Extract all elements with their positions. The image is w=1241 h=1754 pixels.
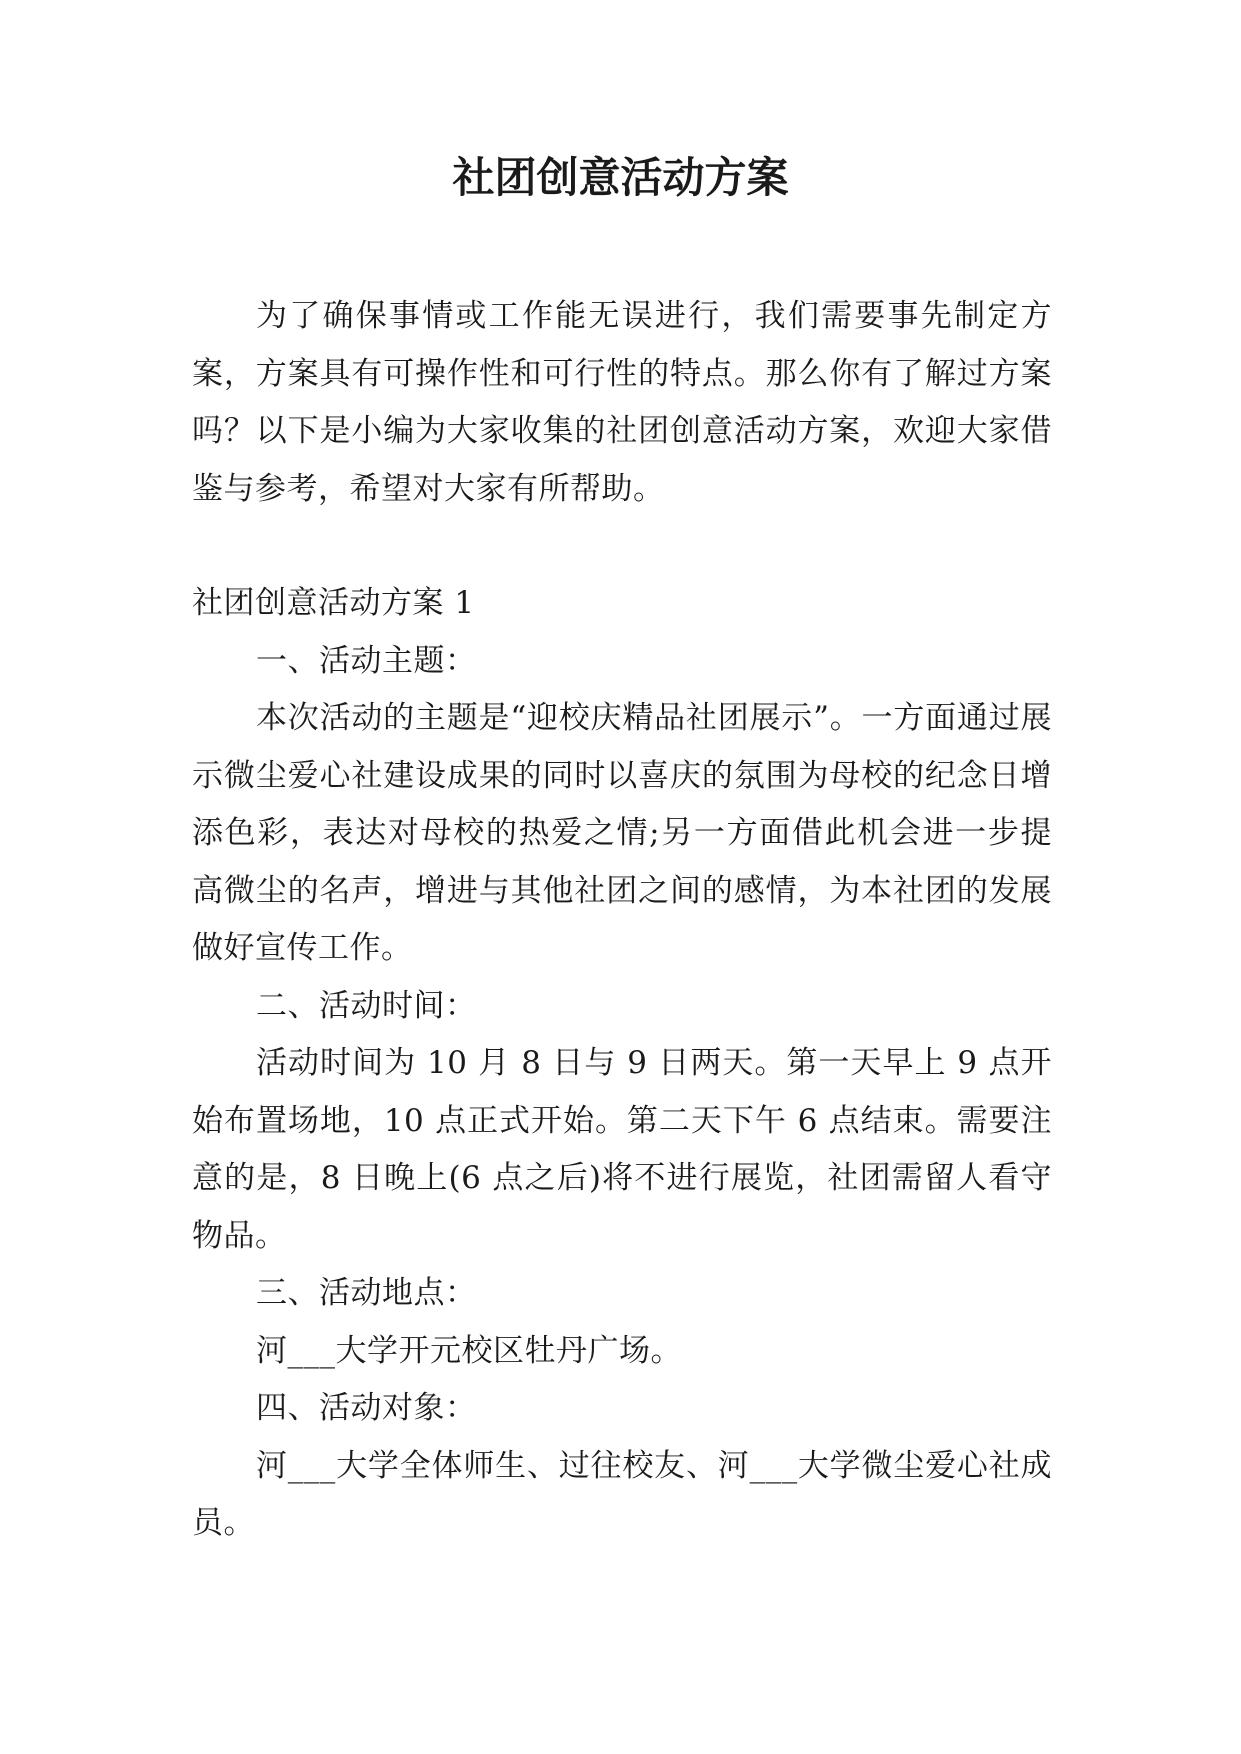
paragraph-theme: 本次活动的主题是“迎校庆精品社团展示”。一方面通过展示微尘爱心社建设成果的同时以喜庆的氛围为母校的纪念日增添色彩，表达对母校的热爱之情;另一方面借此机会进一步提高微尘的名声，增进与其他社团之间的感情，为本社团的发展做好宣传工作。 [192,700,1052,966]
document-body [192,288,1052,1553]
paragraph-gap [192,518,1052,575]
paragraph-location: 河___大学开元校区牡丹广场。 [256,1332,682,1369]
paragraph-time: 活动时间为 10 月 8 日与 9 日两天。第一天早上 9 点开始布置场地，10 点正式开始。第二天下午 6 点结束。需要注意的是，8 日晚上(6 点之后)将不进行展览，社团需留人看守物品。 [192,1045,1052,1254]
paragraph-audience: 河___大学全体师生、过往校友、河___大学微尘爱心社成员。 [192,1447,1052,1541]
heading-audience: 四、活动对象： [256,1390,477,1426]
section-title: 社团创意活动方案 1 [192,585,475,621]
intro-paragraph: 为了确保事情或工作能无误进行，我们需要事先制定方案，方案具有可操作性和可行性的特点。那么你有了解过方案吗？以下是小编为大家收集的社团创意活动方案，欢迎大家借鉴与参考，希望对大家有所帮助。 [192,298,1052,507]
heading-theme: 一、活动主题： [256,642,477,679]
heading-time: 二、活动时间： [256,987,477,1024]
document-title: 社团创意活动方案 [452,153,789,202]
heading-location: 三、活动地点： [256,1275,477,1311]
